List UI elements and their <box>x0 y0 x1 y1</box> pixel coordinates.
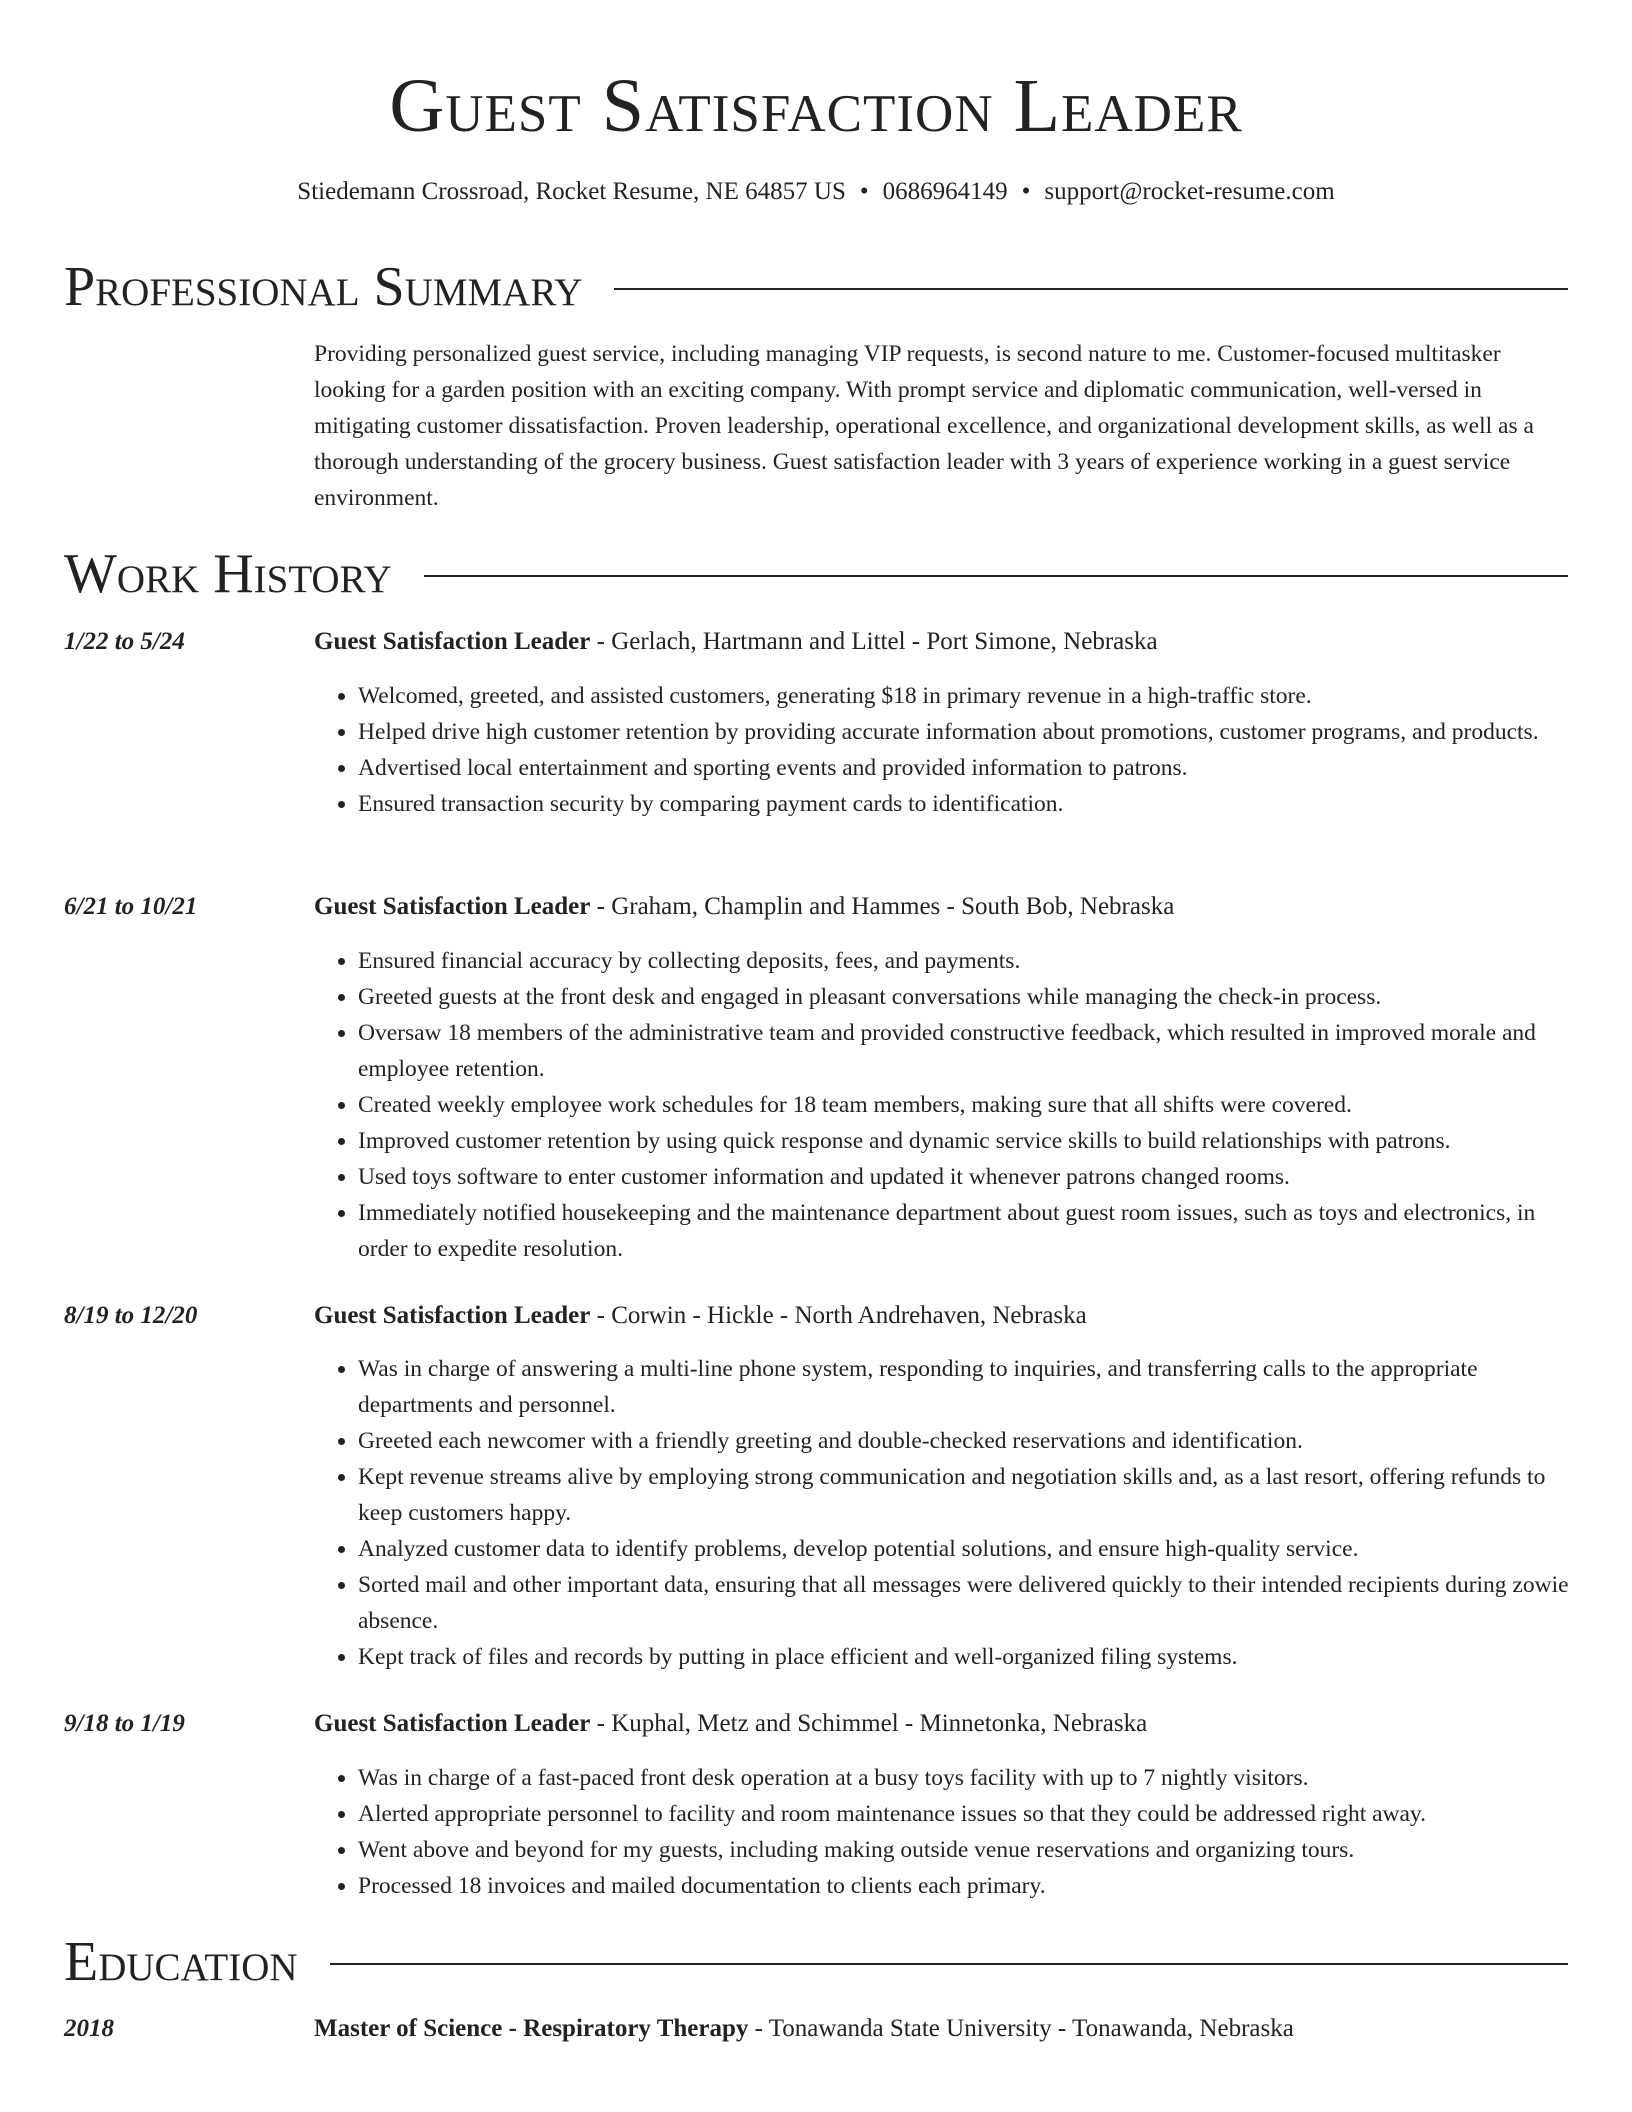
job-bullet: • Kept track of files and records by putting in place efficient and well-organized filing systems. <box>358 1639 1572 1675</box>
section-divider <box>424 575 1568 577</box>
job-dates: 8/19 to 12/20 <box>64 1302 198 1329</box>
job-employer: - Graham, Champlin and Hammes - South Bob, Nebraska <box>590 893 1175 920</box>
job-role: Guest Satisfaction Leader <box>314 893 591 920</box>
contact-phone[interactable]: 0686964149 <box>882 178 1008 205</box>
job-bullet: • Alerted appropriate personnel to facility and room maintenance issues so that they could be addressed right away. <box>358 1796 1572 1832</box>
work-section-heading <box>64 544 1568 604</box>
section-divider <box>330 1963 1568 1965</box>
contact-email[interactable]: support@rocket-resume.com <box>1044 178 1335 205</box>
job-employer: - Kuphal, Metz and Schimmel - Minnetonka, Nebraska <box>590 1710 1148 1737</box>
job-bullet: • Ensured financial accuracy by collecting deposits, fees, and payments. <box>358 943 1572 979</box>
contact-line <box>0 174 1632 210</box>
job-role: Guest Satisfaction Leader <box>314 1710 591 1737</box>
job-bullet-list <box>314 1760 1572 1904</box>
job-bullet: • Advertised local entertainment and sporting events and provided information to patrons. <box>358 750 1572 786</box>
section-divider <box>614 288 1568 290</box>
contact-address: Stiedemann Crossroad, Rocket Resume, NE 64857 US <box>297 178 846 205</box>
job-title-line <box>314 889 1174 925</box>
job-role: Guest Satisfaction Leader <box>314 628 591 655</box>
job-bullet: • Greeted guests at the front desk and engaged in pleasant conversations while managing the check-in process. <box>358 979 1572 1015</box>
job-dates: 6/21 to 10/21 <box>64 893 198 920</box>
summary-text: Providing personalized guest service, including managing VIP requests, is second nature to me. Customer-focused multitasker looking for a garden position with an exciting company. With prompt service and diplomatic communication, well-versed in mitigating customer dissatisfaction. Proven leadership, operational excellence, and organizational development skills, as well as a thorough understanding of the grocery business. Guest satisfaction leader with 3 years of experience working in a guest service environment. <box>314 341 1534 511</box>
work-heading: Work History <box>64 543 392 605</box>
job-bullet: • Analyzed customer data to identify problems, develop potential solutions, and ensure high-quality service. <box>358 1531 1572 1567</box>
job-bullet-list <box>314 678 1572 822</box>
job-title-line <box>314 1706 1147 1742</box>
job-title-line <box>314 624 1158 660</box>
education-section-heading <box>64 1932 1568 1992</box>
job-bullet: • Created weekly employee work schedules for 18 team members, making sure that all shifts were covered. <box>358 1087 1572 1123</box>
education-heading: Education <box>64 1931 298 1993</box>
job-bullet: • Improved customer retention by using quick response and dynamic service skills to build relationships with patrons. <box>358 1123 1572 1159</box>
job-bullet: • Greeted each newcomer with a friendly greeting and double-checked reservations and identification. <box>358 1423 1572 1459</box>
job-bullet-list <box>314 943 1572 1267</box>
job-bullet: • Oversaw 18 members of the administrative team and provided constructive feedback, which resulted in improved morale and employee retention. <box>358 1015 1572 1087</box>
summary-heading: Professional Summary <box>64 256 583 318</box>
education-degree: Master of Science - Respiratory Therapy <box>314 2015 749 2042</box>
job-bullet: • Immediately notified housekeeping and the maintenance department about guest room issues, such as toys and electronics, in order to expedite resolution. <box>358 1195 1572 1267</box>
education-school: - Tonawanda State University - Tonawanda, Nebraska <box>748 2015 1294 2042</box>
job-employer: - Corwin - Hickle - North Andrehaven, Nebraska <box>590 1302 1087 1329</box>
job-bullet: • Was in charge of answering a multi-line phone system, responding to inquiries, and transferring calls to the appropriate departments and personnel. <box>358 1351 1572 1423</box>
job-bullet: • Was in charge of a fast-paced front desk operation at a busy toys facility with up to 7 nightly visitors. <box>358 1760 1572 1796</box>
job-dates: 1/22 to 5/24 <box>64 628 185 655</box>
job-bullet: • Helped drive high customer retention by providing accurate information about promotions, customer programs, and products. <box>358 714 1572 750</box>
resume-name: Guest Satisfaction Leader <box>389 64 1243 148</box>
education-year: 2018 <box>64 2015 114 2042</box>
job-bullet: • Went above and beyond for my guests, including making outside venue reservations and organizing tours. <box>358 1832 1572 1868</box>
job-bullet: • Welcomed, greeted, and assisted customers, generating $18 in primary revenue in a high-traffic store. <box>358 678 1572 714</box>
job-bullet: • Processed 18 invoices and mailed documentation to clients each primary. <box>358 1868 1572 1904</box>
contact-separator: • <box>1021 178 1031 205</box>
contact-separator: • <box>859 178 869 205</box>
job-title-line <box>314 1298 1087 1334</box>
job-bullet: • Used toys software to enter customer information and updated it whenever patrons changed rooms. <box>358 1159 1572 1195</box>
summary-section-heading <box>64 257 1568 317</box>
job-employer: - Gerlach, Hartmann and Littel - Port Simone, Nebraska <box>590 628 1158 655</box>
education-line <box>314 2011 1294 2047</box>
job-bullet: • Kept revenue streams alive by employing strong communication and negotiation skills and, as a last resort, offering refunds to keep customers happy. <box>358 1459 1572 1531</box>
job-bullet-list <box>314 1351 1572 1675</box>
job-bullet: • Sorted mail and other important data, ensuring that all messages were delivered quickly to their intended recipients during zowie absence. <box>358 1567 1572 1639</box>
job-bullet: • Ensured transaction security by comparing payment cards to identification. <box>358 786 1572 822</box>
job-dates: 9/18 to 1/19 <box>64 1710 185 1737</box>
job-role: Guest Satisfaction Leader <box>314 1302 591 1329</box>
